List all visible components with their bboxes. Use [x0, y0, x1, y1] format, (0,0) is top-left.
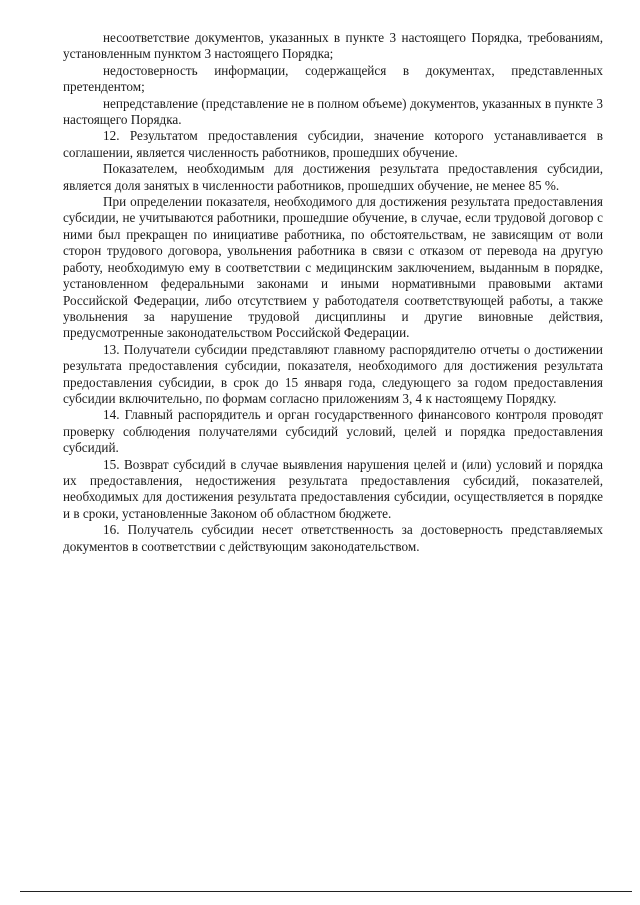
paragraph-item-16: 16. Получатель субсидии несет ответственность за достоверность представляемых документов в соответствии с действующим законодательством. [63, 522, 603, 554]
paragraph-item-14: 14. Главный распорядитель и орган государственного финансового контроля проводят проверку соблюдения получателями субсидий условий, целей и порядка предоставления субсидий. [63, 407, 603, 456]
paragraph-indicator-exclusions: При определении показателя, необходимого для достижения результата предоставления субсидии, не учитываются работники, прошедшие обучение, в случае, если трудовой договор с ними был прекращен по инициативе работника, по обстоятельствам, не зависящим от воли сторон трудового договора, увольнения работника в связи с отказом от перевода на другую работу, необходимую ему в соответствии с медицинским заключением, выданным в порядке, установленном федеральными законами и иными нормативными правовыми актами Российской Федерации, либо отсутствием у работодателя соответствующей работы, а также увольнения за нарушение трудовой дисциплины и другие виновные действия, предусмотренные законодательством Российской Федерации. [63, 194, 603, 341]
paragraph-non-submission: непредставление (представление не в полном объеме) документов, указанных в пункте 3 настоящего Порядка. [63, 95, 603, 128]
document-body [63, 30, 603, 555]
bottom-divider [20, 891, 632, 892]
paragraph-item-15: 15. Возврат субсидий в случае выявления нарушения целей и (или) условий и порядка их предоставления, недостижения результата предоставления субсидий, показателей, необходимых для достижения результата предоставления субсидии, осуществляется в порядке и в сроки, установленные Законом об областном бюджете. [63, 456, 603, 521]
paragraph-mismatch-documents: несоответствие документов, указанных в пункте 3 настоящего Порядка, требованиям, установленным пунктом 3 настоящего Порядка; [63, 30, 603, 62]
paragraph-item-13: 13. Получатели субсидии представляют главному распорядителю отчеты о достижении результата предоставления субсидии, показателя, необходимого для достижения результата предоставления субсидии, в срок до 15 января года, следующего за годом предоставления субсидии включительно, по формам согласно приложениям 3, 4 к настоящему Порядку. [63, 341, 603, 406]
paragraph-indicator: Показателем, необходимым для достижения результата предоставления субсидии, является доля занятых в численности работников, прошедших обучение, не менее 85 %. [63, 161, 603, 193]
paragraph-unreliable-information: недостоверность информации, содержащейся в документах, представленных претендентом; [63, 62, 603, 95]
paragraph-item-12: 12. Результатом предоставления субсидии, значение которого устанавливается в соглашении, является численность работников, прошедших обучение. [63, 128, 603, 160]
